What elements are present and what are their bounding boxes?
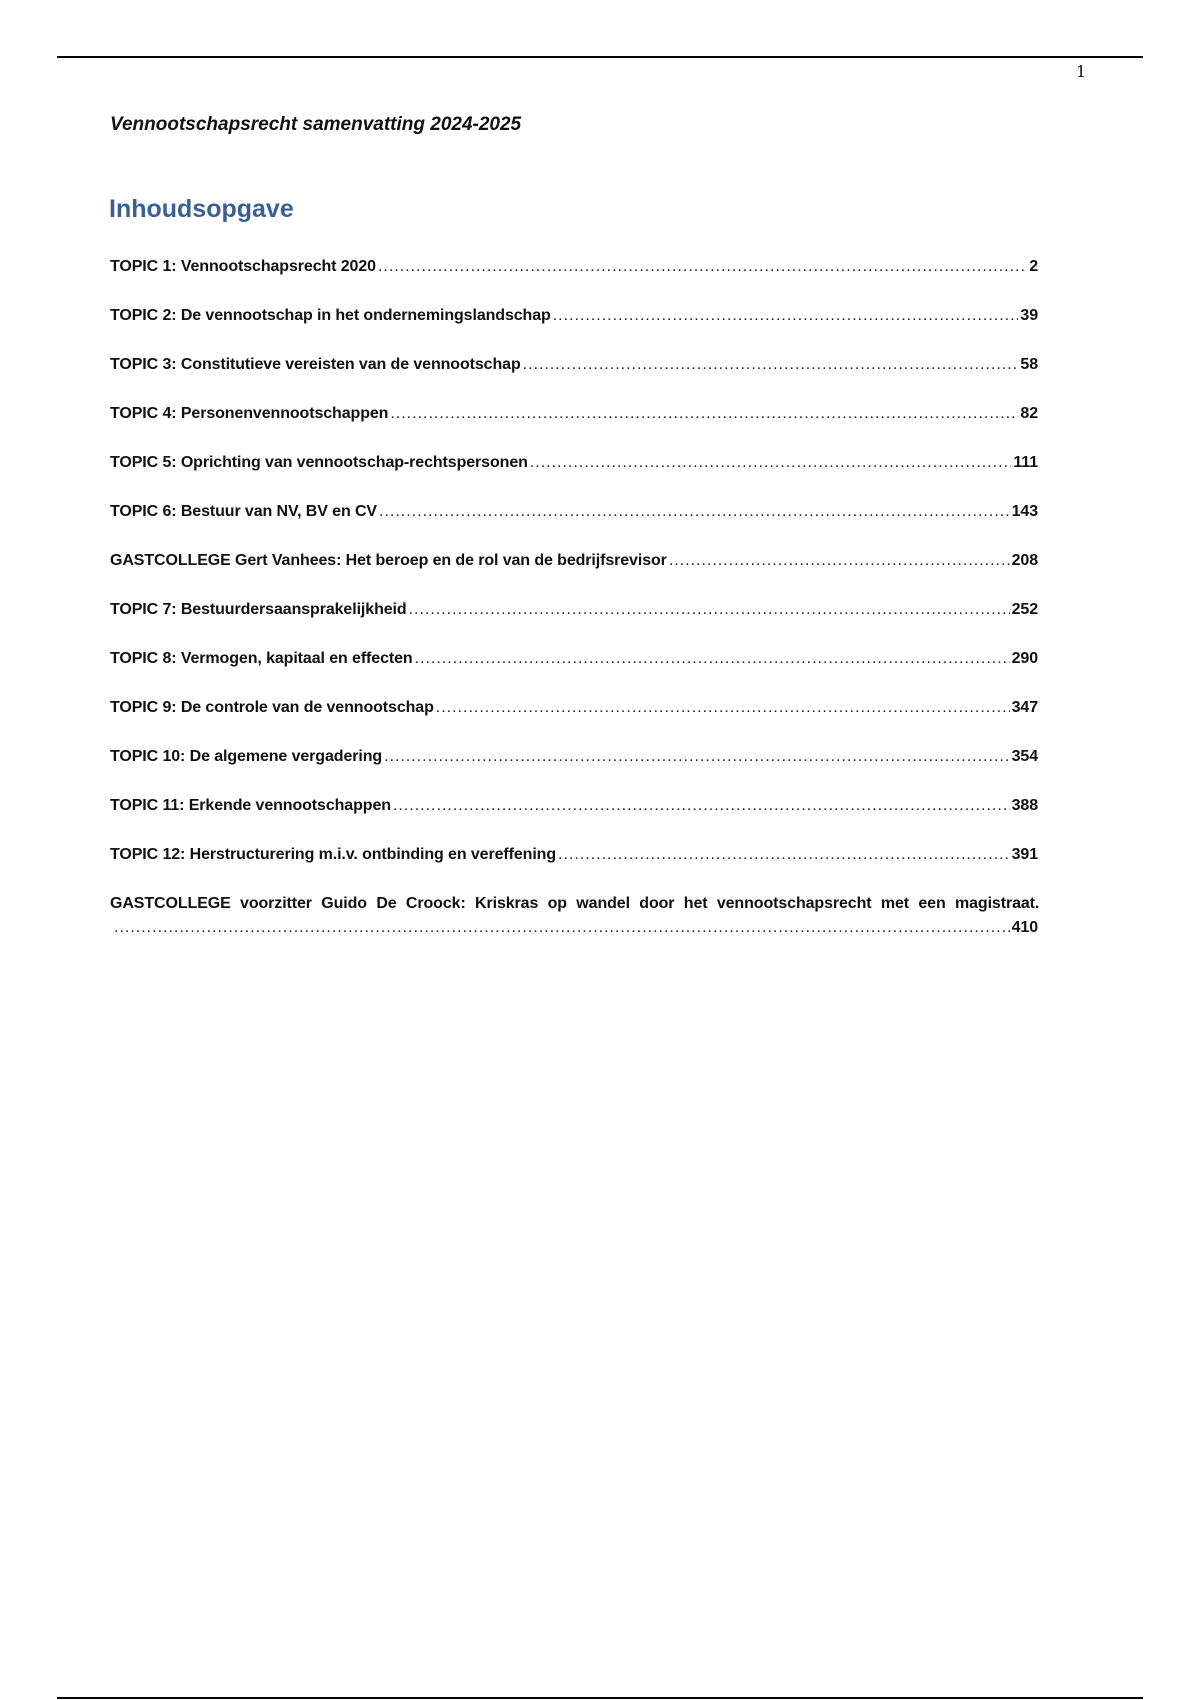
toc-entry-page: 391 — [1011, 846, 1038, 863]
table-of-contents — [110, 258, 1038, 937]
toc-leader-dots — [558, 846, 1010, 864]
toc-entry-page: 39 — [1020, 307, 1038, 324]
toc-entry-topic-8[interactable] — [110, 650, 1038, 699]
toc-heading: Inhoudsopgave — [109, 195, 294, 223]
toc-entry-page: 290 — [1011, 650, 1038, 667]
toc-entry-page: 143 — [1011, 503, 1038, 520]
toc-entry-gastcollege-de-croock[interactable] — [110, 895, 1095, 937]
footer-rule — [57, 1697, 1143, 1699]
toc-leader-dots — [379, 503, 1010, 521]
toc-entry-topic-10[interactable] — [110, 748, 1038, 797]
toc-entry-page: 2 — [1029, 258, 1038, 275]
toc-entry-title: TOPIC 7: Bestuurdersaansprakelijkheid — [110, 601, 407, 618]
toc-entry-topic-1[interactable] — [110, 258, 1038, 307]
toc-leader-dots — [530, 454, 1012, 472]
toc-entry-title: TOPIC 9: De controle van de vennootschap — [110, 699, 434, 716]
toc-entry-page: 252 — [1011, 601, 1038, 618]
toc-entry-topic-5[interactable] — [110, 454, 1038, 503]
page-number: 1 — [1076, 62, 1087, 81]
toc-leader-dots — [114, 919, 1010, 937]
toc-leader-dots — [409, 601, 1010, 619]
toc-entry-topic-6[interactable] — [110, 503, 1038, 552]
toc-leader-dots — [523, 356, 1019, 374]
toc-leader-dots — [378, 258, 1027, 276]
toc-entry-page: 410 — [1011, 919, 1038, 936]
toc-entry-page: 111 — [1013, 454, 1038, 471]
toc-entry-topic-3[interactable] — [110, 356, 1038, 405]
toc-leader-dots — [436, 699, 1010, 717]
toc-entry-topic-9[interactable] — [110, 699, 1038, 748]
toc-entry-title: TOPIC 2: De vennootschap in het ondernemingslandschap — [110, 307, 551, 324]
toc-entry-topic-4[interactable] — [110, 405, 1038, 454]
toc-entry-title: TOPIC 10: De algemene vergadering — [110, 748, 383, 765]
toc-entry-page: 354 — [1011, 748, 1038, 765]
toc-entry-title: GASTCOLLEGE Gert Vanhees: Het beroep en de rol van de bedrijfsrevisor — [110, 552, 667, 569]
toc-entry-title: TOPIC 4: Personenvennootschappen — [110, 405, 389, 422]
toc-entry-leader-line — [110, 919, 1038, 937]
toc-leader-dots — [553, 307, 1019, 325]
toc-entry-page: 82 — [1020, 405, 1038, 422]
document-title: Vennootschapsrecht samenvatting 2024-2025 — [110, 114, 522, 135]
header-rule — [57, 56, 1143, 58]
toc-entry-title: TOPIC 3: Constitutieve vereisten van de vennootschap — [110, 356, 521, 373]
toc-entry-page: 388 — [1011, 797, 1038, 814]
toc-entry-title: TOPIC 12: Herstructurering m.i.v. ontbinding en vereffening — [110, 846, 557, 863]
toc-entry-title: TOPIC 6: Bestuur van NV, BV en CV — [110, 503, 377, 520]
toc-entry-title: TOPIC 5: Oprichting van vennootschap-rechtspersonen — [110, 454, 528, 471]
toc-leader-dots — [390, 405, 1018, 423]
toc-entry-topic-11[interactable] — [110, 797, 1038, 846]
toc-entry-topic-12[interactable] — [110, 846, 1038, 895]
toc-leader-dots — [384, 748, 1010, 766]
toc-entry-topic-2[interactable] — [110, 307, 1038, 356]
toc-entry-page: 208 — [1011, 552, 1038, 569]
toc-entry-page: 347 — [1011, 699, 1038, 716]
toc-entry-title: TOPIC 11: Erkende vennootschappen — [110, 797, 391, 814]
toc-entry-title: TOPIC 8: Vermogen, kapitaal en effecten — [110, 650, 413, 667]
toc-entry-topic-7[interactable] — [110, 601, 1038, 650]
toc-leader-dots — [393, 797, 1010, 815]
toc-entry-title: GASTCOLLEGE voorzitter Guido De Croock: Kriskras op wandel door het vennootschapsrecht met een magistraat. — [110, 895, 1040, 912]
toc-entry-gastcollege-vanhees[interactable] — [110, 552, 1038, 601]
toc-entry-page: 58 — [1020, 356, 1038, 373]
toc-entry-title: TOPIC 1: Vennootschapsrecht 2020 — [110, 258, 376, 275]
toc-leader-dots — [415, 650, 1010, 668]
toc-leader-dots — [669, 552, 1010, 570]
